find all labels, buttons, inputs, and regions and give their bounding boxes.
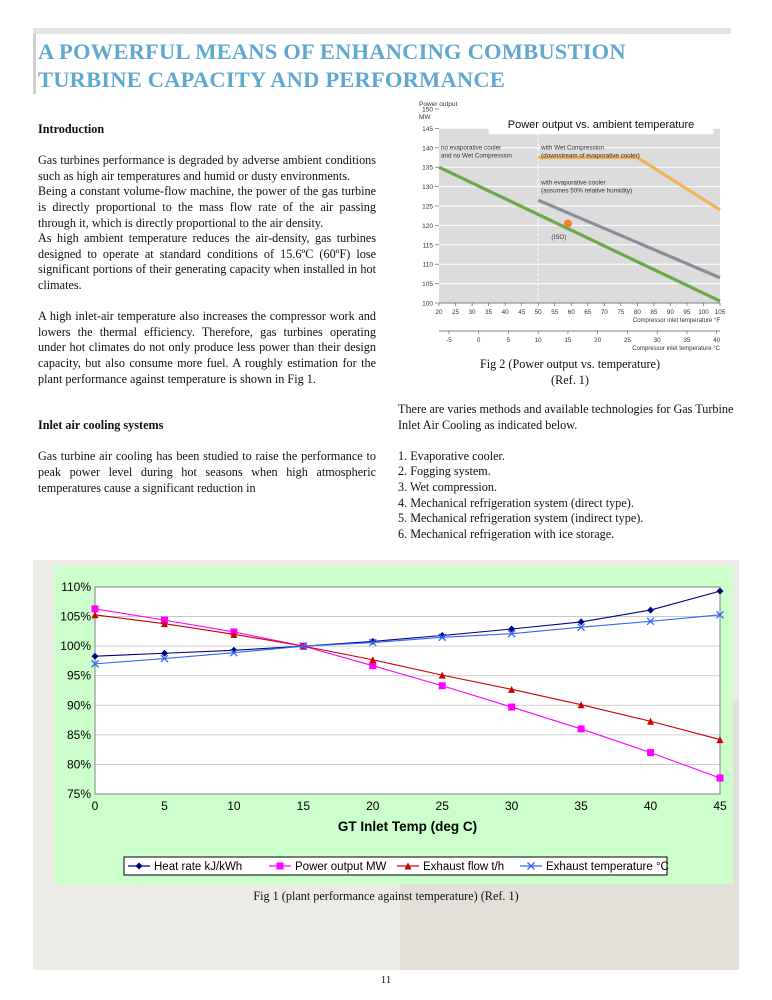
x-tick-label-f: 75	[617, 309, 625, 316]
right-column	[398, 402, 743, 542]
data-point	[717, 775, 724, 782]
annotation: (assumes 50% relative humidity)	[541, 187, 633, 195]
x-tick-label-f: 60	[567, 309, 575, 316]
annotation: with Wet Compression	[541, 144, 605, 152]
annotation: (downstream of evaporative cooler)	[541, 152, 640, 160]
x-tick-label-f: 20	[435, 309, 443, 316]
x-tick-label-f: 85	[650, 309, 658, 316]
data-point	[439, 682, 446, 689]
page-title: A POWERFUL MEANS OF ENHANCING COMBUSTION TURBINE CAPACITY AND PERFORMANCE	[38, 39, 626, 92]
y-tick-label: 75%	[66, 787, 91, 801]
figure-2-caption	[400, 357, 740, 388]
spacer	[38, 294, 376, 310]
x-tick-label: 45	[713, 799, 727, 813]
chart-title: Power output vs. ambient temperature	[507, 118, 695, 131]
y-tick-label: 150	[422, 106, 433, 114]
y-tick-label: 130	[422, 184, 433, 192]
spacer	[38, 434, 376, 450]
section-heading: Introduction	[38, 122, 105, 136]
legend-label: Exhaust temperature °C	[546, 861, 669, 873]
data-point	[647, 749, 654, 756]
y-tick-label: 110%	[61, 580, 91, 594]
list-item: 5. Mechanical refrigeration system (indirect type).	[398, 511, 644, 526]
x-tick-label-f: 50	[534, 309, 542, 316]
annotation: (ISO)	[551, 233, 567, 241]
y-tick-label: 105	[422, 281, 433, 289]
annotation: with evaporative cooler	[541, 179, 606, 187]
left-column	[38, 122, 376, 496]
x-tick-label-c: 40	[713, 337, 721, 344]
x-tick-label: 0	[91, 799, 99, 813]
x-axis-title: GT Inlet Temp (deg C)	[337, 819, 478, 834]
data-point	[277, 863, 284, 870]
y-tick-label: 145	[422, 125, 433, 133]
figure-2-caption-line1: Fig 2 (Power output vs. temperature)	[479, 357, 661, 371]
figure-2-caption-line2: (Ref. 1)	[551, 372, 589, 387]
spacer	[38, 387, 376, 403]
y-tick-label: 100	[422, 300, 433, 308]
spacer	[38, 138, 376, 154]
y-tick-label: 85%	[66, 727, 91, 742]
figure-1-caption: Fig 1 (plant performance against temperature) (Ref. 1)	[253, 889, 519, 903]
x-tick-label-f: 65	[584, 309, 592, 316]
page-number: 11	[380, 974, 392, 986]
data-point	[508, 704, 515, 711]
x-tick-label: 10	[227, 799, 241, 813]
x-tick-label-c: 5	[506, 337, 511, 344]
title-side-rule	[33, 34, 36, 94]
paragraph: A high inlet-air temperature also increases the compressor work and lowers the thermal efficiency. Therefore, gas turbines operating under hot climates do not only produce less power than their design capacity, but also consume more fuel. A roughly estimation for the plant performance against temperature is shown in Fig 1.	[38, 309, 376, 386]
spacer	[398, 433, 743, 449]
x-axis-title-f: Compressor inlet temperature °F	[632, 318, 720, 324]
x-tick-label-f: 100	[698, 309, 709, 316]
legend-label: Heat rate kJ/kWh	[154, 861, 243, 873]
x-tick-label-f: 40	[501, 309, 509, 316]
x-tick-label: 35	[574, 799, 588, 813]
x-tick-label: 15	[296, 799, 311, 813]
paragraph: Gas turbine air cooling has been studied to raise the performance to peak power level during hot seasons when high atmospheric temperatures cause a significant reduction in	[38, 449, 376, 495]
x-tick-label-f: 95	[683, 309, 691, 316]
y-tick-label: 115	[422, 242, 433, 250]
paragraph: Being a constant volume-flow machine, the power of the gas turbine is directly proportional to the mass flow rate of the air passing through it, which is directly proportional to the air density.	[38, 184, 376, 230]
y-tick-label: 95%	[66, 668, 91, 683]
y-tick-label: 100%	[60, 639, 91, 654]
x-tick-label-f: 25	[452, 309, 460, 316]
x-tick-label-c: 10	[534, 337, 542, 344]
x-tick-label-f: 70	[600, 309, 608, 316]
x-tick-label-f: 55	[551, 309, 559, 316]
y-tick-label: 120	[422, 222, 433, 230]
x-tick-label: 5	[161, 799, 168, 813]
iso-point	[564, 219, 572, 227]
x-tick-label: 30	[504, 799, 519, 813]
legend-label: Power output MW	[295, 861, 387, 873]
y-tick-label: 105%	[60, 609, 91, 624]
power-output-chart	[398, 98, 730, 352]
x-tick-label-f: 45	[518, 309, 526, 316]
methods-list	[398, 449, 743, 543]
x-tick-label: 40	[643, 799, 658, 813]
list-item: 1. Evaporative cooler.	[398, 448, 505, 463]
x-tick-label-f: 105	[714, 309, 726, 316]
methods-intro: There are varies methods and available technologies for Gas Turbine Inlet Air Cooling as indicated below.	[398, 402, 734, 432]
x-tick-label-c: 25	[623, 337, 631, 344]
list-item: 2. Fogging system.	[398, 464, 491, 479]
figure-2	[398, 98, 730, 352]
y-tick-label: 80%	[66, 757, 91, 772]
list-item: 3. Wet compression.	[398, 479, 497, 494]
header-rule	[33, 28, 731, 34]
list-item: 6. Mechanical refrigeration with ice storage.	[398, 526, 615, 541]
annotation: and no Wet Compression	[441, 152, 512, 160]
x-tick-label-f: 35	[485, 309, 493, 316]
y-axis-title: Power output	[419, 101, 458, 108]
x-tick-label: 25	[435, 799, 449, 813]
plot-area	[95, 587, 720, 794]
figure-1	[54, 566, 733, 884]
data-point	[578, 725, 585, 732]
x-tick-label-f: 90	[666, 309, 674, 316]
y-tick-label: 140	[422, 145, 433, 153]
y-axis-unit: MW	[419, 113, 431, 121]
spacer	[38, 403, 376, 419]
section-heading: Inlet air cooling systems	[38, 418, 164, 433]
y-tick-label: 135	[422, 164, 433, 172]
x-tick-label-c: 35	[683, 337, 691, 344]
y-tick-label: 90%	[66, 698, 91, 713]
list-item: 4. Mechanical refrigeration system (direct type).	[398, 495, 634, 510]
x-tick-label-c: -5	[446, 337, 452, 344]
x-tick-label-c: 20	[594, 337, 602, 344]
paragraph: As high ambient temperature reduces the air-density, gas turbines designed to operate at standard conditions of 15.6ºC (60ºF) lose significant portions of their generating capacity when installed in hot climates.	[38, 231, 376, 292]
x-tick-label-f: 30	[468, 309, 476, 316]
paragraph: Gas turbines performance is degraded by adverse ambient conditions such as high air temperatures and humid or dusty environments.	[38, 153, 376, 183]
plant-performance-chart	[54, 566, 733, 884]
x-tick-label-c: 15	[564, 337, 572, 344]
x-tick-label-c: 30	[653, 337, 661, 344]
x-tick-label-f: 80	[633, 309, 641, 316]
x-tick-label-c: 0	[476, 337, 481, 344]
x-tick-label: 20	[366, 799, 380, 813]
x-axis-title-c: Compressor inlet temperature °C	[632, 346, 720, 352]
y-tick-label: 125	[422, 203, 433, 211]
legend-label: Exhaust flow t/h	[423, 861, 505, 873]
annotation: no evaporative cooler	[441, 144, 502, 152]
y-tick-label: 110	[422, 261, 433, 269]
